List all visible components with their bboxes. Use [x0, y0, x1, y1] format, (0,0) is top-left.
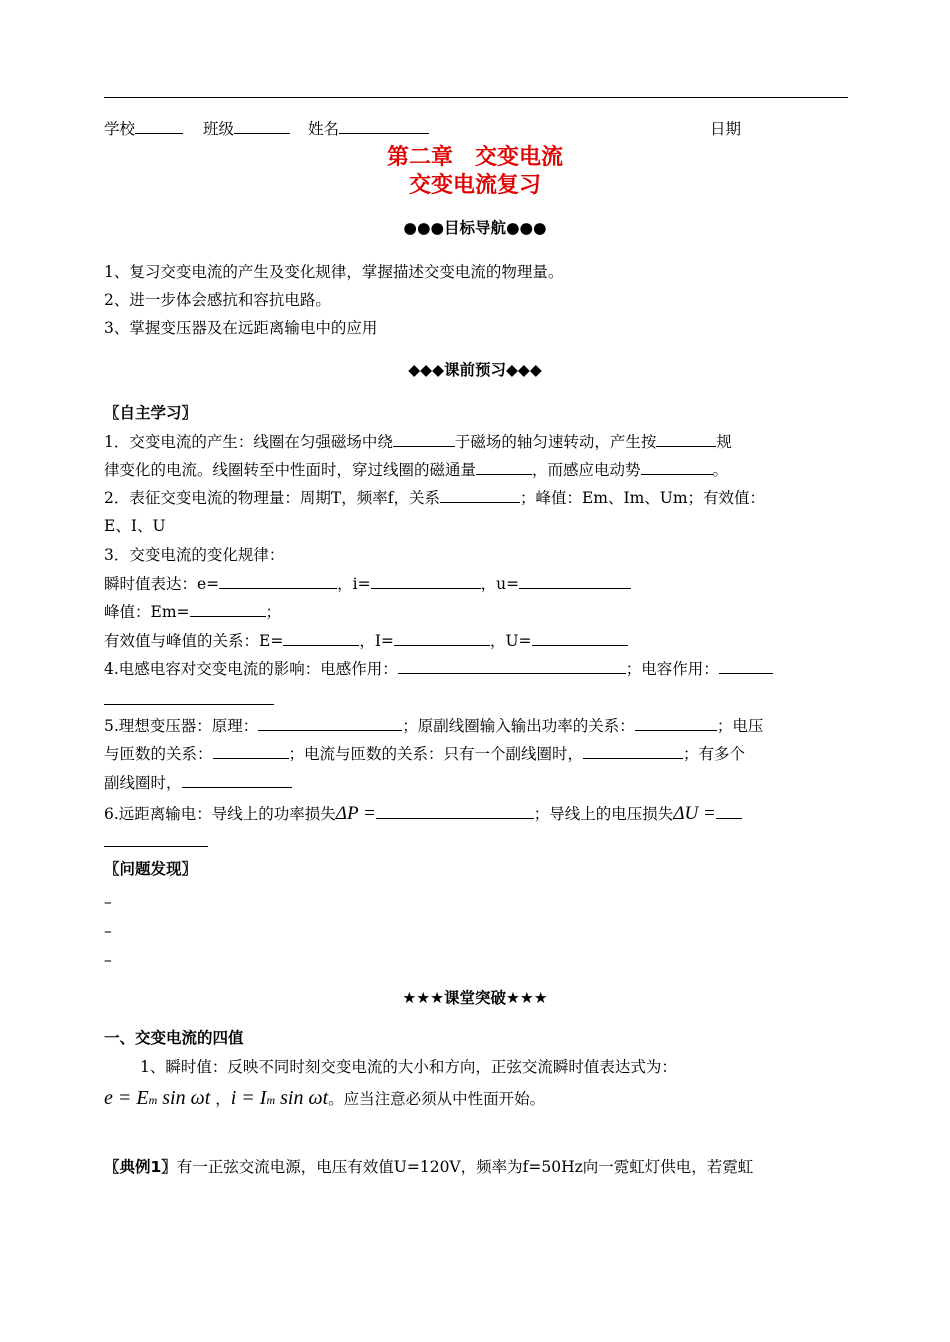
- preview-line-3: 2．表征交变电流的物理量：周期T，频率f，关系 ；峰值：Em、Im、Um；有效值：: [104, 489, 766, 507]
- fill-blank[interactable]: [394, 631, 490, 646]
- fill-blank[interactable]: [213, 744, 289, 759]
- fill-blank-continuation[interactable]: [104, 704, 274, 705]
- problem-dash: –: [104, 893, 112, 911]
- formula-i: i = Im sin ωt: [230, 1087, 329, 1109]
- school-label: 学校: [104, 120, 136, 138]
- preview-line-10: 5.理想变压器：原理： ；原副线圈输入输出功率的关系： ；电压: [104, 717, 764, 735]
- fill-blank[interactable]: [635, 716, 717, 731]
- preview-line-4: E、I、U: [104, 517, 166, 535]
- fill-blank[interactable]: [219, 574, 337, 589]
- fill-blank[interactable]: [283, 631, 359, 646]
- instantaneous-formula-line: e = Em sin ωt ，i = Im sin ωt。应当注意必须从中性面开始。: [104, 1087, 546, 1109]
- preview-line-6: 瞬时值表达：e= ，i= ，u=: [104, 574, 631, 594]
- fill-blank[interactable]: [190, 602, 266, 617]
- fill-blank[interactable]: [641, 460, 713, 475]
- fill-blank[interactable]: [519, 574, 631, 589]
- fill-blank-continuation[interactable]: [104, 846, 208, 847]
- name-label: 姓名: [308, 120, 340, 138]
- self-study-heading: 〖自主学习〗: [104, 404, 198, 422]
- fill-blank[interactable]: [532, 631, 628, 646]
- date-label: 日期: [710, 120, 742, 138]
- name-blank[interactable]: [339, 119, 429, 134]
- fill-blank[interactable]: [182, 773, 292, 788]
- preview-line-13: 6.远距离输电：导线上的功率损失ΔP = ；导线上的电压损失ΔU =: [104, 804, 742, 824]
- delta-u-formula: ΔU =: [673, 803, 716, 824]
- preview-line-7: 峰值：Em= ；: [104, 603, 282, 621]
- fill-blank[interactable]: [393, 432, 455, 447]
- preview-line-2: 律变化的电流。线圈转至中性面时，穿过线圈的磁通量 ，而感应电动势 。: [104, 461, 729, 479]
- class-label: 班级: [203, 120, 235, 138]
- instantaneous-value-text: 1、瞬时值：反映不同时刻交变电流的大小和方向，正弦交流瞬时值表达式为：: [140, 1058, 677, 1076]
- example-label: 〖典例1〗: [104, 1158, 177, 1176]
- fill-blank[interactable]: [656, 432, 716, 447]
- preview-line-1: 1．交变电流的产生：线圈在匀强磁场中绕 于磁场的轴匀速转动，产生按 规: [104, 433, 732, 451]
- goal-item: 1、复习交变电流的产生及变化规律，掌握描述交变电流的物理量。: [104, 263, 564, 281]
- problem-dash: –: [104, 951, 112, 969]
- preview-line-9: 4.电感电容对交变电流的影响：电感作用： ；电容作用：: [104, 659, 773, 679]
- fill-blank[interactable]: [716, 804, 742, 819]
- lesson-subtitle: 交变电流复习: [408, 173, 541, 198]
- fill-blank[interactable]: [583, 744, 683, 759]
- fill-blank[interactable]: [258, 716, 402, 731]
- problems-heading: 〖问题发现〗: [104, 860, 198, 878]
- formula-e: e = Em sin ωt: [104, 1087, 211, 1109]
- preview-heading: ◆◆◆课前预习◆◆◆: [408, 361, 542, 379]
- delta-p-formula: ΔP =: [335, 803, 376, 824]
- preview-line-12: 副线圈时，: [104, 773, 292, 793]
- fill-blank[interactable]: [398, 659, 626, 674]
- fill-blank[interactable]: [719, 659, 773, 674]
- header-rule: [104, 97, 848, 98]
- fill-blank[interactable]: [476, 460, 532, 475]
- example-1: [104, 1157, 753, 1177]
- goals-heading: ●●●目标导航●●●: [403, 219, 547, 237]
- problem-dash: –: [104, 922, 112, 940]
- goal-item: 2、进一步体会感抗和容抗电路。: [104, 291, 331, 309]
- fill-blank[interactable]: [376, 804, 534, 819]
- classroom-heading: ★★★课堂突破★★★: [402, 989, 548, 1007]
- chapter-title: 第二章 交变电流: [386, 145, 563, 170]
- section-four-values-heading: 一、交变电流的四值: [104, 1029, 244, 1047]
- preview-line-5: 3．交变电流的变化规律：: [104, 546, 285, 564]
- school-blank[interactable]: [135, 119, 183, 134]
- preview-line-11: 与匝数的关系： ；电流与匝数的关系：只有一个副线圈时， ；有多个: [104, 745, 746, 763]
- class-blank[interactable]: [234, 119, 290, 134]
- fill-blank[interactable]: [371, 574, 481, 589]
- fill-blank[interactable]: [440, 488, 520, 503]
- preview-line-8: 有效值与峰值的关系：E= ，I= ，U=: [104, 631, 628, 651]
- goal-item: 3、掌握变压器及在远距离输电中的应用: [104, 319, 378, 337]
- example-text: 有一正弦交流电源，电压有效值U=120V，频率为f=50Hz向一霓虹灯供电，若霓虹: [176, 1158, 754, 1176]
- header-info-line: [104, 119, 429, 139]
